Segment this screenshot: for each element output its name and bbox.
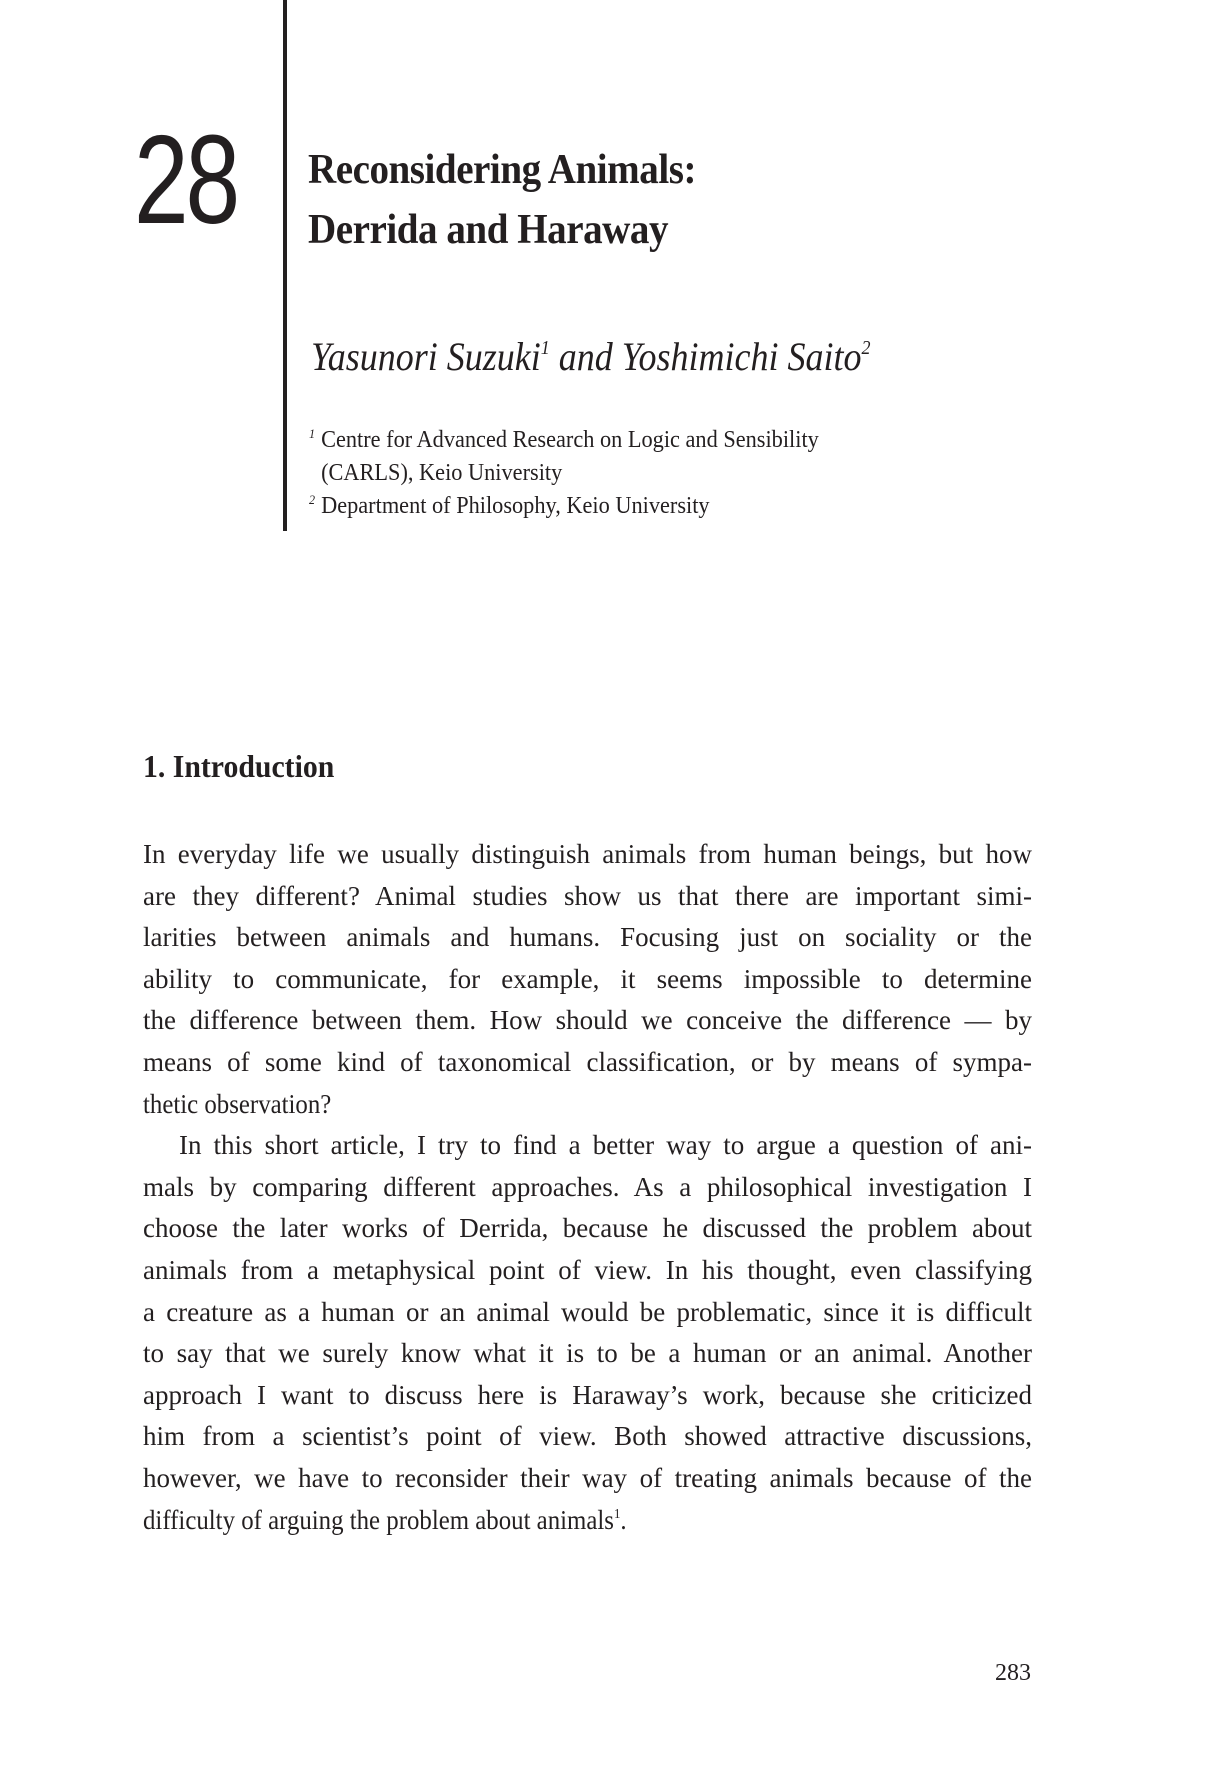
text-line: are they different? Animal studies show us that there are important simi-: [143, 880, 1032, 911]
author-name: Yasunori Suzuki: [311, 334, 541, 379]
author-affiliation-mark: 2: [861, 337, 871, 359]
affiliation-1-continuation: (CARLS), Keio University: [321, 460, 563, 486]
text-line: to say that we surely know what it is to be a human or an animal. Another: [143, 1338, 1032, 1369]
author-affiliation-mark: 1: [540, 337, 550, 359]
text-line: In this short article, I try to find a better way to argue a question of ani-: [179, 1130, 1032, 1161]
affiliation-1: 1 Centre for Advanced Research on Logic and Sensibility: [309, 426, 819, 453]
text-line-final: [143, 1500, 961, 1542]
author-name: Yoshimichi Saito: [621, 334, 862, 379]
affiliation-list: [309, 424, 819, 523]
chapter-divider-rule: [283, 0, 287, 531]
text-line: however, we have to reconsider their way of treating animals because of the: [143, 1462, 1032, 1493]
affiliation-text: Centre for Advanced Research on Logic and Sensibility: [321, 427, 819, 453]
text-line: choose the later works of Derrida, because he discussed the problem about: [143, 1213, 1032, 1244]
affiliation-text: Department of Philosophy, Keio University: [321, 493, 710, 519]
chapter-number: 28: [134, 109, 238, 250]
author-list: [311, 334, 870, 380]
paragraph-2: [143, 1125, 1032, 1541]
affiliation-2: 2 Department of Philosophy, Keio University: [309, 492, 710, 519]
author-connector: and: [558, 334, 613, 379]
text-line: thetic observation?: [143, 1088, 332, 1119]
section-heading: 1. Introduction: [143, 748, 335, 784]
text-line-content: difficulty of arguing the problem about animals: [143, 1504, 614, 1535]
final-punctuation: .: [620, 1504, 627, 1535]
chapter-title-line-2: Derrida and Haraway: [308, 207, 669, 253]
paragraph-1: [143, 834, 1032, 1125]
page-number: 283: [995, 1660, 1031, 1686]
chapter-title-line-1: Reconsidering Animals:: [308, 147, 696, 193]
text-line: a creature as a human or an animal would be problematic, since it is difficult: [143, 1296, 1032, 1327]
text-line: means of some kind of taxonomical classification, or by means of sympa-: [143, 1046, 1032, 1077]
text-line: larities between animals and humans. Focusing just on sociality or the: [143, 922, 1032, 953]
text-line: the difference between them. How should we conceive the difference — by: [143, 1005, 1032, 1036]
body-text: [143, 834, 1032, 1541]
chapter-title: [308, 140, 696, 260]
text-line: In everyday life we usually distinguish animals from human beings, but how: [143, 839, 1032, 869]
text-line: ability to communicate, for example, it seems impossible to determine: [143, 963, 1032, 994]
text-line: mals by comparing different approaches. As a philosophical investigation I: [143, 1171, 1032, 1202]
text-line: approach I want to discuss here is Haraway’s work, because she criticized: [143, 1379, 1032, 1410]
footnote-reference[interactable]: 1: [613, 1506, 621, 1522]
text-line: animals from a metaphysical point of view. In his thought, even classifying: [143, 1254, 1032, 1285]
text-line: him from a scientist’s point of view. Both showed attractive discussions,: [143, 1421, 1032, 1452]
